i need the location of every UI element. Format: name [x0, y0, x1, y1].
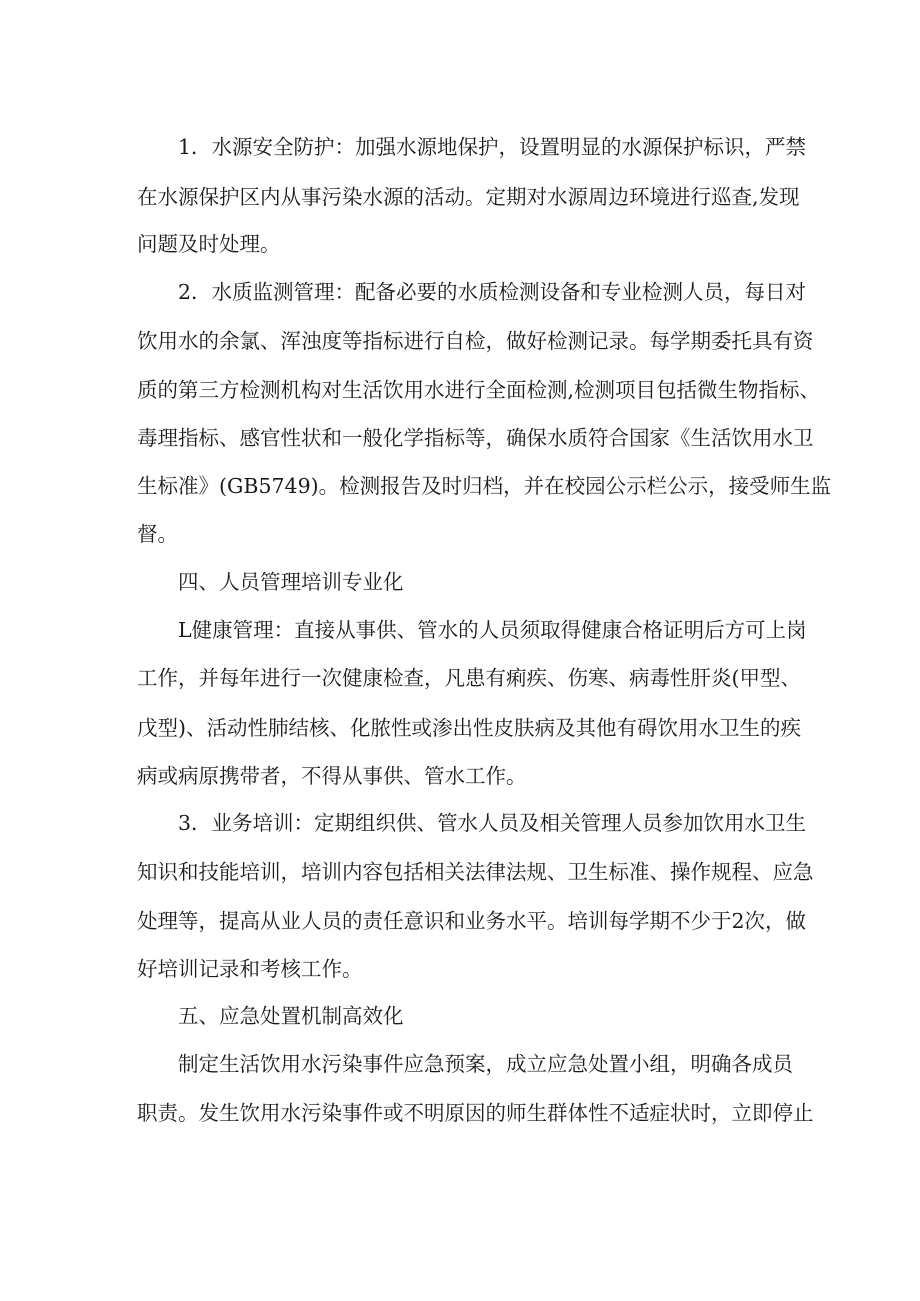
section-1-line-3: 问题及时处理。 — [137, 232, 281, 256]
section-3-line-3: 戊型)、活动性肺结核、化脓性或渗出性皮肤病及其他有碍饮用水卫生的疾 — [137, 716, 801, 740]
section-1-line-1: 1．水源安全防护：加强水源地保护，设置明显的水源保护标识，严禁 — [178, 135, 807, 159]
section-4-line-4: 好培训记录和考核工作。 — [137, 957, 363, 981]
section-4-line-3: 处理等，提高从业人员的责任意识和业务水平。培训每学期不少于2次，做 — [137, 909, 807, 933]
section-4-line-1: 3．业务培训：定期组织供、管水人员及相关管理人员参加饮用水卫生 — [178, 811, 807, 835]
section-3-line-4: 病或病原携带者，不得从事供、管水工作。 — [137, 764, 527, 788]
section-3-line-1: L健康管理：直接从事供、管水的人员须取得健康合格证明后方可上岗 — [178, 618, 807, 642]
section-4-line-2: 知识和技能培训，培训内容包括相关法律法规、卫生标准、操作规程、应急 — [137, 860, 814, 884]
section-2-line-4: 毒理指标、感官性状和一般化学指标等，确保水质符合国家《生活饮用水卫 — [137, 426, 814, 450]
section-2-line-5: 生标准》(GB5749)。检测报告及时归档，并在校园公示栏公示，接受师生监 — [137, 474, 832, 498]
section-5-line-2: 职责。发生饮用水污染事件或不明原因的师生群体性不适症状时，立即停止 — [137, 1101, 814, 1125]
section-5-line-1: 制定生活饮用水污染事件应急预案，成立应急处置小组，明确各成员 — [178, 1052, 793, 1076]
section-3-line-2: 工作，并每年进行一次健康检查，凡患有痢疾、伤寒、病毒性肝炎(甲型、 — [137, 666, 801, 690]
section-1-line-2: 在水源保护区内从事污染水源的活动。定期对水源周边环境进行巡查,发现 — [137, 185, 800, 209]
section-2-line-3: 质的第三方检测机构对生活饮用水进行全面检测,检测项目包括微生物指标、 — [137, 378, 821, 402]
section-heading-4: 四、人员管理培训专业化 — [178, 570, 404, 594]
section-heading-5: 五、应急处置机制高效化 — [178, 1004, 404, 1028]
section-2-line-1: 2．水质监测管理：配备必要的水质检测设备和专业检测人员，每日对 — [178, 280, 807, 304]
section-2-line-2: 饮用水的余氯、浑浊度等指标进行自检，做好检测记录。每学期委托具有资 — [137, 329, 814, 353]
section-2-line-6: 督。 — [137, 522, 178, 546]
